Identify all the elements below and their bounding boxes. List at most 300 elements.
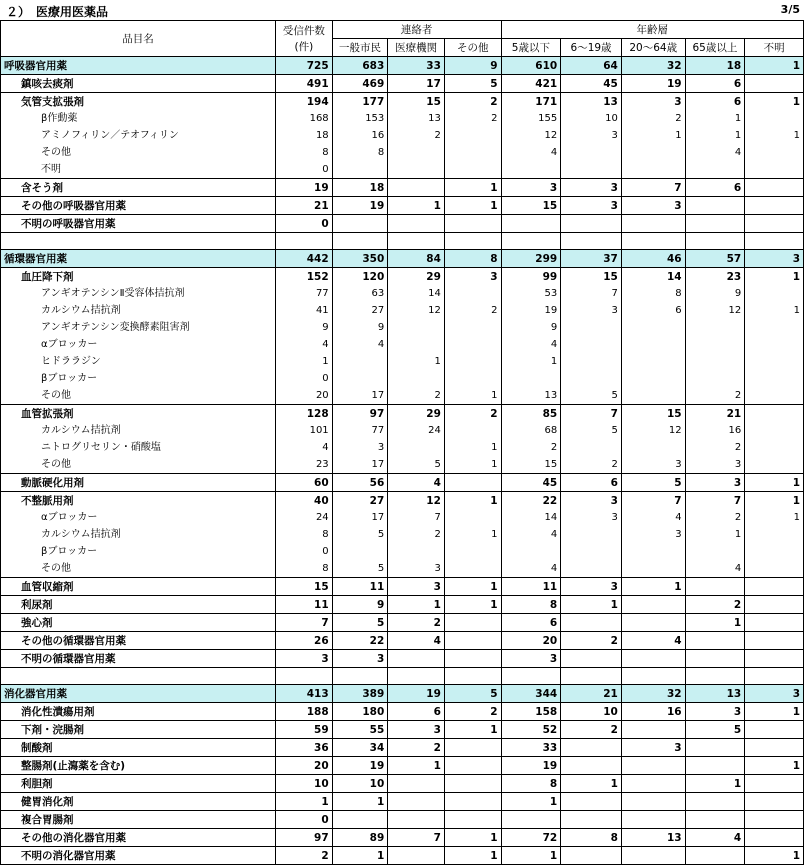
col-medical: 医療機関 — [388, 39, 445, 57]
row-value-cell: 3 — [501, 650, 561, 668]
row-value-cell: 2 — [444, 110, 501, 127]
row-value-cell — [561, 233, 622, 250]
row-value-cell — [444, 161, 501, 179]
row-item-name: βブロッカー — [1, 370, 276, 387]
row-value-cell: 77 — [276, 285, 333, 302]
row-value-cell: 3 — [621, 739, 685, 757]
row-value-cell: 5 — [561, 387, 622, 405]
row-value-cell — [444, 285, 501, 302]
row-value-cell — [444, 215, 501, 233]
row-value-cell — [685, 197, 745, 215]
table-row — [1, 285, 804, 302]
row-value-cell: 11 — [332, 578, 388, 596]
row-value-cell: 469 — [332, 75, 388, 93]
row-value-cell: 14 — [388, 285, 445, 302]
row-value-cell: 6 — [501, 614, 561, 632]
row-value-cell — [685, 739, 745, 757]
row-value-cell — [388, 775, 445, 793]
row-item-name: 不明の呼吸器官用薬 — [1, 215, 276, 233]
row-value-cell: 64 — [561, 57, 622, 75]
row-value-cell: 3 — [561, 127, 622, 144]
row-value-cell — [561, 319, 622, 336]
row-value-cell — [332, 811, 388, 829]
row-value-cell: 1 — [745, 302, 804, 319]
row-value-cell — [621, 336, 685, 353]
row-value-cell: 26 — [276, 632, 333, 650]
row-value-cell — [745, 543, 804, 560]
row-value-cell — [745, 179, 804, 197]
row-value-cell: 2 — [388, 387, 445, 405]
row-value-cell: 5 — [332, 614, 388, 632]
row-value-cell — [388, 543, 445, 560]
row-value-cell: 19 — [332, 757, 388, 775]
row-value-cell — [444, 319, 501, 336]
col-received-unit: (件) — [294, 40, 314, 53]
row-value-cell — [685, 668, 745, 685]
row-value-cell: 1 — [444, 387, 501, 405]
col-group-age: 年齢層 — [501, 21, 803, 39]
row-item-name: その他の呼吸器官用薬 — [1, 197, 276, 215]
row-item-name: 強心剤 — [1, 614, 276, 632]
table-row — [1, 353, 804, 370]
row-value-cell — [745, 456, 804, 474]
row-value-cell — [745, 233, 804, 250]
row-item-name: 複合胃腸剤 — [1, 811, 276, 829]
row-value-cell: 177 — [332, 93, 388, 111]
row-value-cell: 2 — [685, 509, 745, 526]
row-value-cell: 17 — [332, 509, 388, 526]
row-item-name: カルシウム拮抗剤 — [1, 302, 276, 319]
row-value-cell: 0 — [276, 370, 333, 387]
row-value-cell — [621, 721, 685, 739]
row-value-cell: 1 — [501, 353, 561, 370]
table-row — [1, 739, 804, 757]
row-value-cell: 5 — [444, 75, 501, 93]
table-row — [1, 775, 804, 793]
table-row — [1, 110, 804, 127]
row-value-cell: 4 — [276, 336, 333, 353]
row-item-name: 血管拡張剤 — [1, 405, 276, 423]
row-value-cell: 7 — [685, 492, 745, 510]
row-value-cell: 9 — [444, 57, 501, 75]
table-row — [1, 847, 804, 865]
row-value-cell: 389 — [332, 685, 388, 703]
col-age-0-5: 5歳以下 — [501, 39, 561, 57]
row-value-cell — [501, 370, 561, 387]
row-value-cell: 5 — [444, 685, 501, 703]
row-value-cell: 0 — [276, 543, 333, 560]
row-value-cell — [388, 215, 445, 233]
row-value-cell — [685, 215, 745, 233]
row-value-cell: 15 — [388, 93, 445, 111]
row-value-cell: 3 — [501, 179, 561, 197]
row-value-cell: 18 — [332, 179, 388, 197]
row-value-cell: 1 — [501, 793, 561, 811]
row-value-cell — [561, 526, 622, 543]
row-value-cell: 158 — [501, 703, 561, 721]
row-value-cell: 56 — [332, 474, 388, 492]
row-value-cell: 3 — [444, 268, 501, 286]
row-value-cell: 32 — [621, 57, 685, 75]
row-value-cell — [444, 614, 501, 632]
row-value-cell: 89 — [332, 829, 388, 847]
row-value-cell: 21 — [276, 197, 333, 215]
row-value-cell — [745, 775, 804, 793]
row-item-name: 健胃消化剤 — [1, 793, 276, 811]
row-value-cell: 4 — [388, 632, 445, 650]
row-item-name: 不明 — [1, 161, 276, 179]
row-value-cell: 20 — [276, 757, 333, 775]
row-value-cell: 84 — [388, 250, 445, 268]
col-age-6-19: 6～19歳 — [561, 39, 622, 57]
row-value-cell — [621, 439, 685, 456]
row-item-name — [1, 668, 276, 685]
row-value-cell — [745, 614, 804, 632]
row-value-cell: 3 — [332, 439, 388, 456]
col-item-name: 品目名 — [1, 21, 276, 57]
row-item-name: 消化器官用薬 — [1, 685, 276, 703]
row-value-cell: 10 — [561, 110, 622, 127]
row-value-cell: 1 — [561, 775, 622, 793]
row-value-cell — [621, 793, 685, 811]
row-item-name: カルシウム拮抗剤 — [1, 526, 276, 543]
row-value-cell: 34 — [332, 739, 388, 757]
row-value-cell: 4 — [621, 509, 685, 526]
row-value-cell — [332, 543, 388, 560]
row-value-cell: 9 — [685, 285, 745, 302]
row-value-cell — [388, 793, 445, 811]
row-value-cell — [388, 233, 445, 250]
col-age-unknown: 不明 — [745, 39, 804, 57]
row-value-cell: 2 — [685, 596, 745, 614]
table-row — [1, 197, 804, 215]
row-value-cell — [561, 353, 622, 370]
page-header — [0, 0, 806, 20]
table-row — [1, 405, 804, 423]
row-value-cell: 1 — [501, 847, 561, 865]
col-other: その他 — [444, 39, 501, 57]
row-value-cell: 9 — [276, 319, 333, 336]
table-row — [1, 127, 804, 144]
row-value-cell: 2 — [444, 93, 501, 111]
row-item-name: 利尿剤 — [1, 596, 276, 614]
col-received-label: 受信件数 — [282, 24, 325, 37]
row-value-cell — [444, 353, 501, 370]
page-number: 3/5 — [780, 3, 800, 16]
row-value-cell — [621, 614, 685, 632]
row-value-cell: 3 — [621, 456, 685, 474]
row-value-cell — [685, 319, 745, 336]
table-row — [1, 793, 804, 811]
row-value-cell — [388, 144, 445, 161]
row-value-cell: 46 — [621, 250, 685, 268]
row-value-cell: 9 — [332, 319, 388, 336]
row-value-cell: 22 — [501, 492, 561, 510]
row-value-cell: 8 — [501, 775, 561, 793]
row-value-cell: 3 — [685, 456, 745, 474]
row-value-cell: 68 — [501, 422, 561, 439]
row-value-cell — [621, 144, 685, 161]
row-value-cell: 1 — [388, 596, 445, 614]
row-value-cell — [332, 370, 388, 387]
row-value-cell: 4 — [685, 144, 745, 161]
row-value-cell — [561, 847, 622, 865]
row-value-cell — [745, 596, 804, 614]
row-value-cell: 1 — [332, 793, 388, 811]
row-value-cell — [621, 560, 685, 578]
row-value-cell — [388, 161, 445, 179]
row-value-cell — [444, 668, 501, 685]
row-value-cell — [745, 650, 804, 668]
row-value-cell: 3 — [685, 474, 745, 492]
row-value-cell — [621, 775, 685, 793]
row-value-cell: 1 — [685, 775, 745, 793]
row-value-cell — [745, 353, 804, 370]
row-item-name: ヒドララジン — [1, 353, 276, 370]
row-value-cell — [685, 578, 745, 596]
table-row — [1, 703, 804, 721]
row-value-cell: 1 — [388, 757, 445, 775]
row-value-cell: 85 — [501, 405, 561, 423]
row-value-cell: 19 — [501, 757, 561, 775]
row-value-cell: 7 — [388, 509, 445, 526]
row-value-cell: 3 — [388, 560, 445, 578]
row-value-cell: 1 — [444, 439, 501, 456]
row-item-name: アンギオテンシン変換酵素阻害剤 — [1, 319, 276, 336]
row-item-name: 呼吸器官用薬 — [1, 57, 276, 75]
row-value-cell: 7 — [276, 614, 333, 632]
row-value-cell — [332, 353, 388, 370]
table-row — [1, 578, 804, 596]
row-value-cell — [621, 650, 685, 668]
table-row — [1, 474, 804, 492]
row-value-cell — [621, 387, 685, 405]
row-value-cell: 0 — [276, 161, 333, 179]
row-value-cell: 19 — [276, 179, 333, 197]
row-value-cell — [685, 793, 745, 811]
row-value-cell: 9 — [501, 319, 561, 336]
row-value-cell: 3 — [745, 685, 804, 703]
row-value-cell — [685, 370, 745, 387]
row-item-name: 血管収縮剤 — [1, 578, 276, 596]
row-value-cell: 59 — [276, 721, 333, 739]
row-value-cell — [276, 233, 333, 250]
row-value-cell — [388, 179, 445, 197]
row-value-cell: 8 — [276, 144, 333, 161]
row-value-cell: 4 — [501, 560, 561, 578]
row-value-cell: 1 — [444, 492, 501, 510]
row-value-cell: 16 — [685, 422, 745, 439]
spacer-row — [1, 233, 804, 250]
row-value-cell: 21 — [685, 405, 745, 423]
row-value-cell — [561, 161, 622, 179]
row-item-name: 循環器官用薬 — [1, 250, 276, 268]
row-value-cell: 45 — [501, 474, 561, 492]
row-value-cell — [685, 543, 745, 560]
row-value-cell: 421 — [501, 75, 561, 93]
row-value-cell: 155 — [501, 110, 561, 127]
row-value-cell: 13 — [685, 685, 745, 703]
row-value-cell: 8 — [276, 526, 333, 543]
row-value-cell: 7 — [561, 405, 622, 423]
row-item-name: カルシウム拮抗剤 — [1, 422, 276, 439]
row-value-cell: 7 — [621, 492, 685, 510]
row-value-cell: 97 — [276, 829, 333, 847]
table-row — [1, 456, 804, 474]
row-item-name: その他 — [1, 456, 276, 474]
row-value-cell — [561, 668, 622, 685]
row-value-cell — [745, 632, 804, 650]
row-value-cell: 15 — [276, 578, 333, 596]
row-item-name: αブロッカー — [1, 336, 276, 353]
row-item-name: 含そう剤 — [1, 179, 276, 197]
row-item-name: アミノフィリン／テオフィリン — [1, 127, 276, 144]
row-value-cell: 2 — [621, 110, 685, 127]
row-value-cell: 120 — [332, 268, 388, 286]
row-value-cell: 3 — [685, 703, 745, 721]
row-value-cell — [561, 144, 622, 161]
row-value-cell — [444, 811, 501, 829]
row-value-cell: 19 — [388, 685, 445, 703]
row-value-cell: 1 — [444, 179, 501, 197]
row-value-cell: 40 — [276, 492, 333, 510]
table-row — [1, 632, 804, 650]
row-value-cell: 13 — [388, 110, 445, 127]
row-value-cell — [685, 161, 745, 179]
row-value-cell — [444, 757, 501, 775]
row-value-cell — [685, 811, 745, 829]
row-value-cell: 60 — [276, 474, 333, 492]
row-value-cell: 1 — [745, 847, 804, 865]
row-value-cell: 16 — [332, 127, 388, 144]
row-value-cell: 13 — [621, 829, 685, 847]
row-value-cell: 19 — [332, 197, 388, 215]
row-item-name: β作動薬 — [1, 110, 276, 127]
row-value-cell: 2 — [561, 721, 622, 739]
row-value-cell — [621, 370, 685, 387]
row-item-name: その他の循環器官用薬 — [1, 632, 276, 650]
table-row — [1, 526, 804, 543]
row-value-cell: 52 — [501, 721, 561, 739]
row-value-cell: 7 — [621, 179, 685, 197]
row-item-name: 血圧降下剤 — [1, 268, 276, 286]
row-value-cell — [745, 387, 804, 405]
row-value-cell: 1 — [332, 847, 388, 865]
row-item-name: 消化性潰瘍用剤 — [1, 703, 276, 721]
row-value-cell: 11 — [501, 578, 561, 596]
row-item-name: 鎮咳去痰剤 — [1, 75, 276, 93]
row-item-name: 気管支拡張剤 — [1, 93, 276, 111]
row-value-cell: 9 — [332, 596, 388, 614]
row-value-cell — [444, 336, 501, 353]
row-value-cell: 14 — [501, 509, 561, 526]
row-value-cell — [561, 811, 622, 829]
row-value-cell: 168 — [276, 110, 333, 127]
row-value-cell: 5 — [332, 560, 388, 578]
section-title: ２） 医療用医薬品 — [6, 5, 109, 19]
row-value-cell: 41 — [276, 302, 333, 319]
row-value-cell — [444, 560, 501, 578]
row-value-cell: 1 — [685, 526, 745, 543]
row-value-cell: 12 — [388, 492, 445, 510]
row-value-cell: 1 — [276, 793, 333, 811]
row-value-cell: 1 — [621, 578, 685, 596]
row-value-cell — [332, 668, 388, 685]
row-item-name: その他 — [1, 144, 276, 161]
row-value-cell: 99 — [501, 268, 561, 286]
row-value-cell: 442 — [276, 250, 333, 268]
row-value-cell: 4 — [685, 560, 745, 578]
row-value-cell — [745, 319, 804, 336]
row-value-cell: 3 — [561, 492, 622, 510]
table-row — [1, 811, 804, 829]
row-value-cell — [561, 370, 622, 387]
row-value-cell: 1 — [444, 721, 501, 739]
row-value-cell — [621, 215, 685, 233]
row-value-cell: 1 — [444, 197, 501, 215]
row-value-cell: 2 — [388, 127, 445, 144]
table-row — [1, 75, 804, 93]
row-value-cell — [388, 370, 445, 387]
row-item-name: 不明の循環器官用薬 — [1, 650, 276, 668]
row-value-cell — [745, 422, 804, 439]
row-item-name: βブロッカー — [1, 543, 276, 560]
row-value-cell — [561, 614, 622, 632]
row-value-cell: 413 — [276, 685, 333, 703]
row-value-cell: 18 — [685, 57, 745, 75]
table-row — [1, 387, 804, 405]
row-value-cell: 610 — [501, 57, 561, 75]
table-row — [1, 560, 804, 578]
row-value-cell: 5 — [388, 456, 445, 474]
row-value-cell — [561, 439, 622, 456]
row-value-cell: 21 — [561, 685, 622, 703]
row-value-cell — [388, 811, 445, 829]
row-value-cell: 4 — [685, 829, 745, 847]
row-value-cell: 350 — [332, 250, 388, 268]
row-value-cell — [561, 793, 622, 811]
row-value-cell: 1 — [745, 509, 804, 526]
row-item-name — [1, 233, 276, 250]
row-value-cell: 4 — [501, 336, 561, 353]
row-value-cell: 6 — [561, 474, 622, 492]
row-value-cell: 171 — [501, 93, 561, 111]
row-value-cell: 63 — [332, 285, 388, 302]
row-value-cell: 8 — [621, 285, 685, 302]
row-item-name: 不明の消化器官用薬 — [1, 847, 276, 865]
row-value-cell — [745, 721, 804, 739]
row-value-cell: 13 — [501, 387, 561, 405]
row-value-cell: 3 — [388, 721, 445, 739]
row-value-cell: 299 — [501, 250, 561, 268]
table-row — [1, 650, 804, 668]
row-value-cell — [745, 668, 804, 685]
row-item-name: 整腸剤(止瀉薬を含む) — [1, 757, 276, 775]
row-value-cell: 1 — [444, 829, 501, 847]
row-value-cell: 14 — [621, 268, 685, 286]
row-value-cell: 20 — [501, 632, 561, 650]
row-value-cell: 12 — [388, 302, 445, 319]
row-value-cell — [561, 650, 622, 668]
row-value-cell: 2 — [388, 739, 445, 757]
row-value-cell: 3 — [388, 578, 445, 596]
row-value-cell — [561, 215, 622, 233]
row-value-cell — [745, 370, 804, 387]
table-row — [1, 492, 804, 510]
table-row — [1, 179, 804, 197]
row-value-cell: 2 — [444, 703, 501, 721]
row-value-cell: 55 — [332, 721, 388, 739]
